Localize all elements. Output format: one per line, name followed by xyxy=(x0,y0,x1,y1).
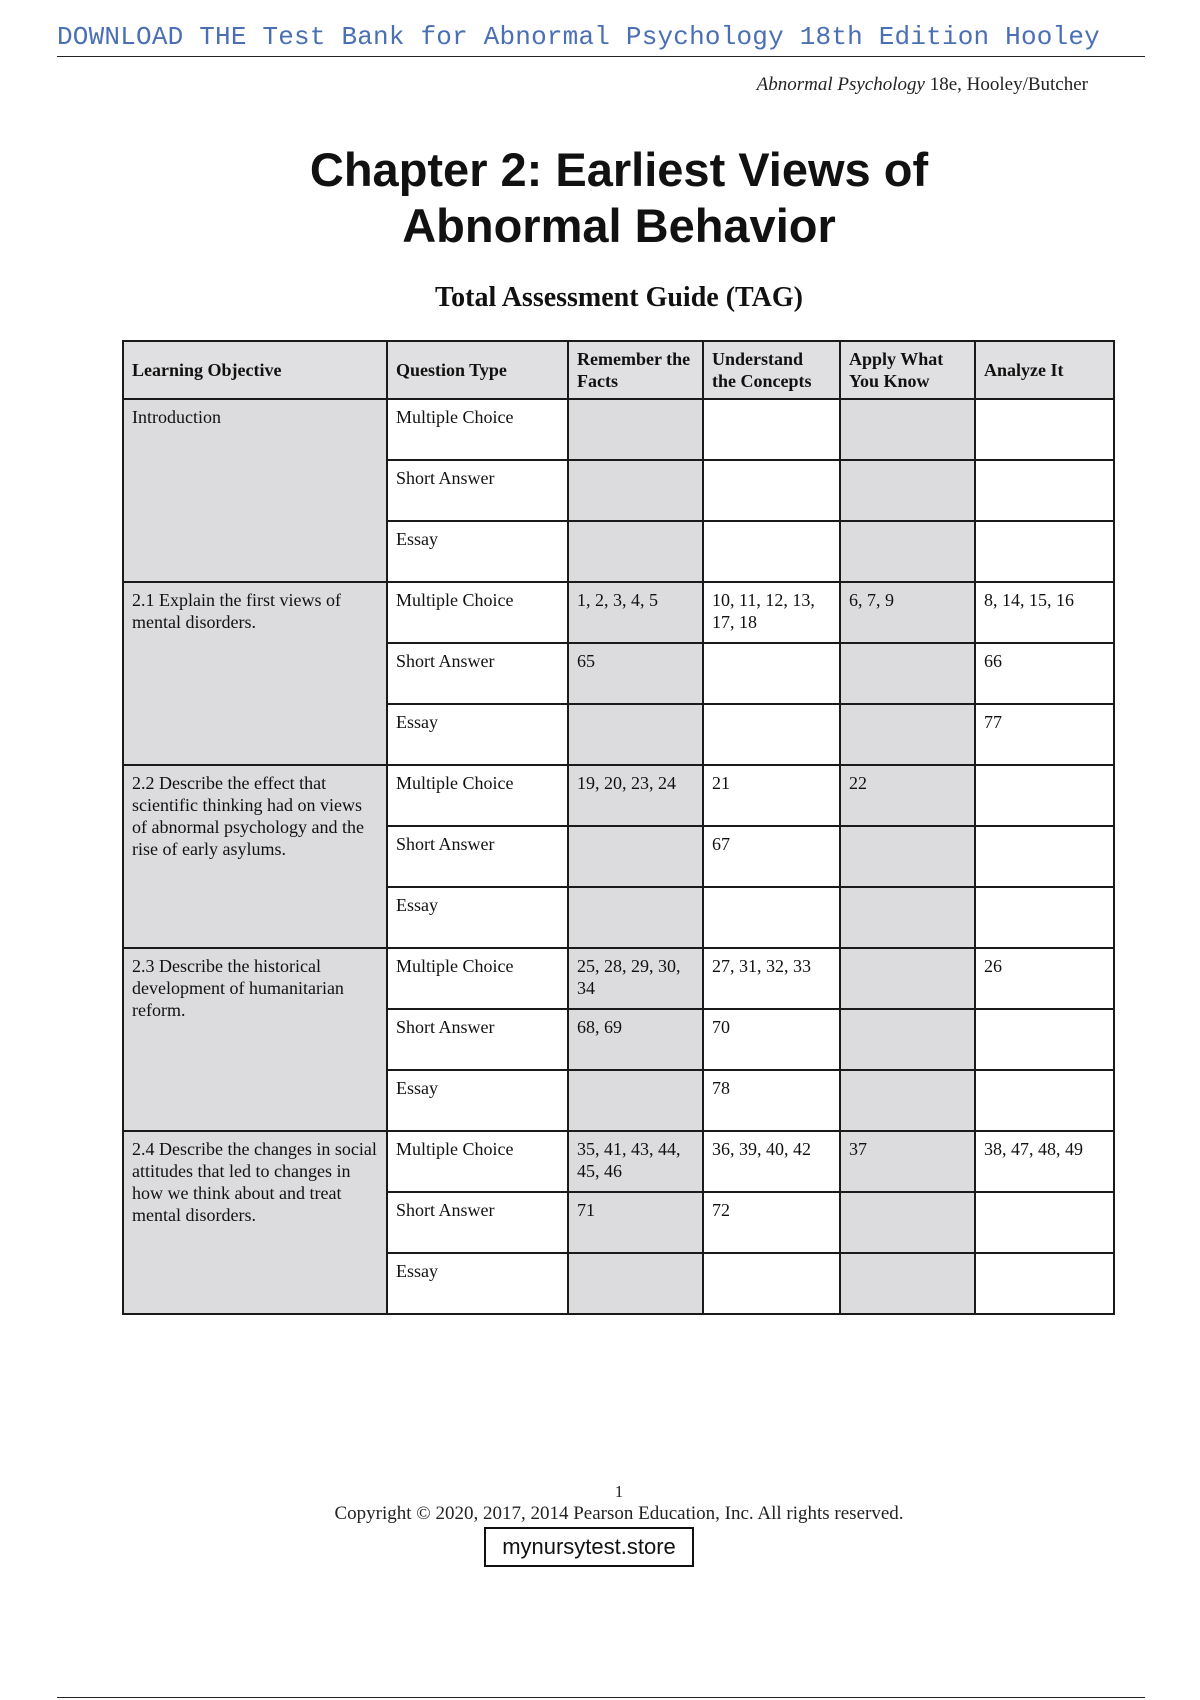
analyze-it-cell: 38, 47, 48, 49 xyxy=(975,1131,1114,1192)
running-head xyxy=(757,74,1088,96)
copyright-notice: Copyright © 2020, 2017, 2014 Pearson Education, Inc. All rights reserved. xyxy=(334,1503,904,1524)
header-learning-objective: Learning Objective xyxy=(123,341,387,399)
header-question-type: Question Type xyxy=(387,341,568,399)
understand-concepts-cell xyxy=(703,399,840,460)
understand-concepts-cell xyxy=(703,887,840,948)
table-row xyxy=(123,1131,1114,1192)
apply-what-you-know-cell: 6, 7, 9 xyxy=(840,582,975,643)
analyze-it-cell: 66 xyxy=(975,643,1114,704)
chapter-title-line-1: Chapter 2: Earliest Views of xyxy=(309,143,929,196)
remember-facts-cell xyxy=(568,460,703,521)
understand-concepts-cell xyxy=(703,521,840,582)
understand-concepts-cell: 72 xyxy=(703,1192,840,1253)
question-type-cell: Short Answer xyxy=(387,826,568,887)
question-type-cell: Multiple Choice xyxy=(387,765,568,826)
header-understand-concepts: Understand the Concepts xyxy=(703,341,840,399)
question-type-cell: Essay xyxy=(387,887,568,948)
question-type-cell: Essay xyxy=(387,1070,568,1131)
table-row xyxy=(123,765,1114,826)
header-analyze-it: Analyze It xyxy=(975,341,1114,399)
table-row xyxy=(123,582,1114,643)
apply-what-you-know-cell xyxy=(840,460,975,521)
remember-facts-cell xyxy=(568,826,703,887)
question-type-cell: Multiple Choice xyxy=(387,399,568,460)
remember-facts-cell: 65 xyxy=(568,643,703,704)
remember-facts-cell xyxy=(568,1253,703,1314)
apply-what-you-know-cell xyxy=(840,643,975,704)
remember-facts-cell: 1, 2, 3, 4, 5 xyxy=(568,582,703,643)
remember-facts-cell xyxy=(568,521,703,582)
analyze-it-cell xyxy=(975,460,1114,521)
remember-facts-cell xyxy=(568,704,703,765)
section-subtitle: Total Assessment Guide (TAG) xyxy=(435,282,803,313)
remember-facts-cell: 71 xyxy=(568,1192,703,1253)
apply-what-you-know-cell xyxy=(840,1192,975,1253)
question-type-cell: Essay xyxy=(387,521,568,582)
apply-what-you-know-cell xyxy=(840,704,975,765)
apply-what-you-know-cell xyxy=(840,1009,975,1070)
header-remember-facts: Remember the Facts xyxy=(568,341,703,399)
learning-objective-cell: 2.1 Explain the first views of mental disorders. xyxy=(123,582,387,765)
remember-facts-cell xyxy=(568,887,703,948)
question-type-cell: Essay xyxy=(387,704,568,765)
understand-concepts-cell: 27, 31, 32, 33 xyxy=(703,948,840,1009)
remember-facts-cell: 19, 20, 23, 24 xyxy=(568,765,703,826)
analyze-it-cell xyxy=(975,765,1114,826)
understand-concepts-cell xyxy=(703,1253,840,1314)
understand-concepts-cell: 10, 11, 12, 13, 17, 18 xyxy=(703,582,840,643)
analyze-it-cell xyxy=(975,521,1114,582)
analyze-it-cell: 8, 14, 15, 16 xyxy=(975,582,1114,643)
apply-what-you-know-cell xyxy=(840,948,975,1009)
analyze-it-cell xyxy=(975,1192,1114,1253)
remember-facts-cell xyxy=(568,399,703,460)
apply-what-you-know-cell xyxy=(840,1070,975,1131)
apply-what-you-know-cell xyxy=(840,521,975,582)
learning-objective-cell: 2.2 Describe the effect that scientific thinking had on views of abnormal psychology and the rise of early asylums. xyxy=(123,765,387,948)
apply-what-you-know-cell xyxy=(840,1253,975,1314)
analyze-it-cell xyxy=(975,887,1114,948)
page-number: 1 xyxy=(614,1482,624,1501)
apply-what-you-know-cell xyxy=(840,826,975,887)
learning-objective-cell: 2.3 Describe the historical development of humanitarian reform. xyxy=(123,948,387,1131)
question-type-cell: Short Answer xyxy=(387,1192,568,1253)
understand-concepts-cell: 21 xyxy=(703,765,840,826)
analyze-it-cell xyxy=(975,399,1114,460)
understand-concepts-cell: 67 xyxy=(703,826,840,887)
download-banner[interactable]: DOWNLOAD THE Test Bank for Abnormal Psychology 18th Edition Hooley xyxy=(57,22,1100,52)
chapter-title-line-2: Abnormal Behavior xyxy=(402,199,836,252)
store-link[interactable]: mynursytest.store xyxy=(484,1527,694,1567)
understand-concepts-cell xyxy=(703,704,840,765)
question-type-cell: Essay xyxy=(387,1253,568,1314)
remember-facts-cell: 25, 28, 29, 30, 34 xyxy=(568,948,703,1009)
remember-facts-cell: 35, 41, 43, 44, 45, 46 xyxy=(568,1131,703,1192)
question-type-cell: Short Answer xyxy=(387,460,568,521)
apply-what-you-know-cell: 22 xyxy=(840,765,975,826)
learning-objective-cell: 2.4 Describe the changes in social attitudes that led to changes in how we think about and treat mental disorders. xyxy=(123,1131,387,1314)
understand-concepts-cell: 36, 39, 40, 42 xyxy=(703,1131,840,1192)
book-title: Abnormal Psychology xyxy=(756,74,925,95)
understand-concepts-cell: 70 xyxy=(703,1009,840,1070)
header-apply-what-you-know: Apply What You Know xyxy=(840,341,975,399)
analyze-it-cell: 26 xyxy=(975,948,1114,1009)
learning-objective-cell: Introduction xyxy=(123,399,387,582)
chapter-title xyxy=(0,142,1200,254)
analyze-it-cell: 77 xyxy=(975,704,1114,765)
analyze-it-cell xyxy=(975,1253,1114,1314)
question-type-cell: Multiple Choice xyxy=(387,582,568,643)
remember-facts-cell xyxy=(568,1070,703,1131)
understand-concepts-cell xyxy=(703,643,840,704)
question-type-cell: Short Answer xyxy=(387,643,568,704)
apply-what-you-know-cell xyxy=(840,399,975,460)
analyze-it-cell xyxy=(975,1070,1114,1131)
table-row xyxy=(123,399,1114,460)
table-header-row xyxy=(123,341,1114,399)
remember-facts-cell: 68, 69 xyxy=(568,1009,703,1070)
understand-concepts-cell xyxy=(703,460,840,521)
analyze-it-cell xyxy=(975,826,1114,887)
bottom-divider xyxy=(57,1697,1145,1698)
edition-authors: 18e, Hooley/Butcher xyxy=(924,74,1088,95)
assessment-guide-table xyxy=(122,340,1115,1315)
table-row xyxy=(123,948,1114,1009)
apply-what-you-know-cell: 37 xyxy=(840,1131,975,1192)
question-type-cell: Multiple Choice xyxy=(387,1131,568,1192)
understand-concepts-cell: 78 xyxy=(703,1070,840,1131)
question-type-cell: Multiple Choice xyxy=(387,948,568,1009)
analyze-it-cell xyxy=(975,1009,1114,1070)
question-type-cell: Short Answer xyxy=(387,1009,568,1070)
apply-what-you-know-cell xyxy=(840,887,975,948)
top-divider xyxy=(57,56,1145,57)
table-body xyxy=(123,399,1114,1314)
